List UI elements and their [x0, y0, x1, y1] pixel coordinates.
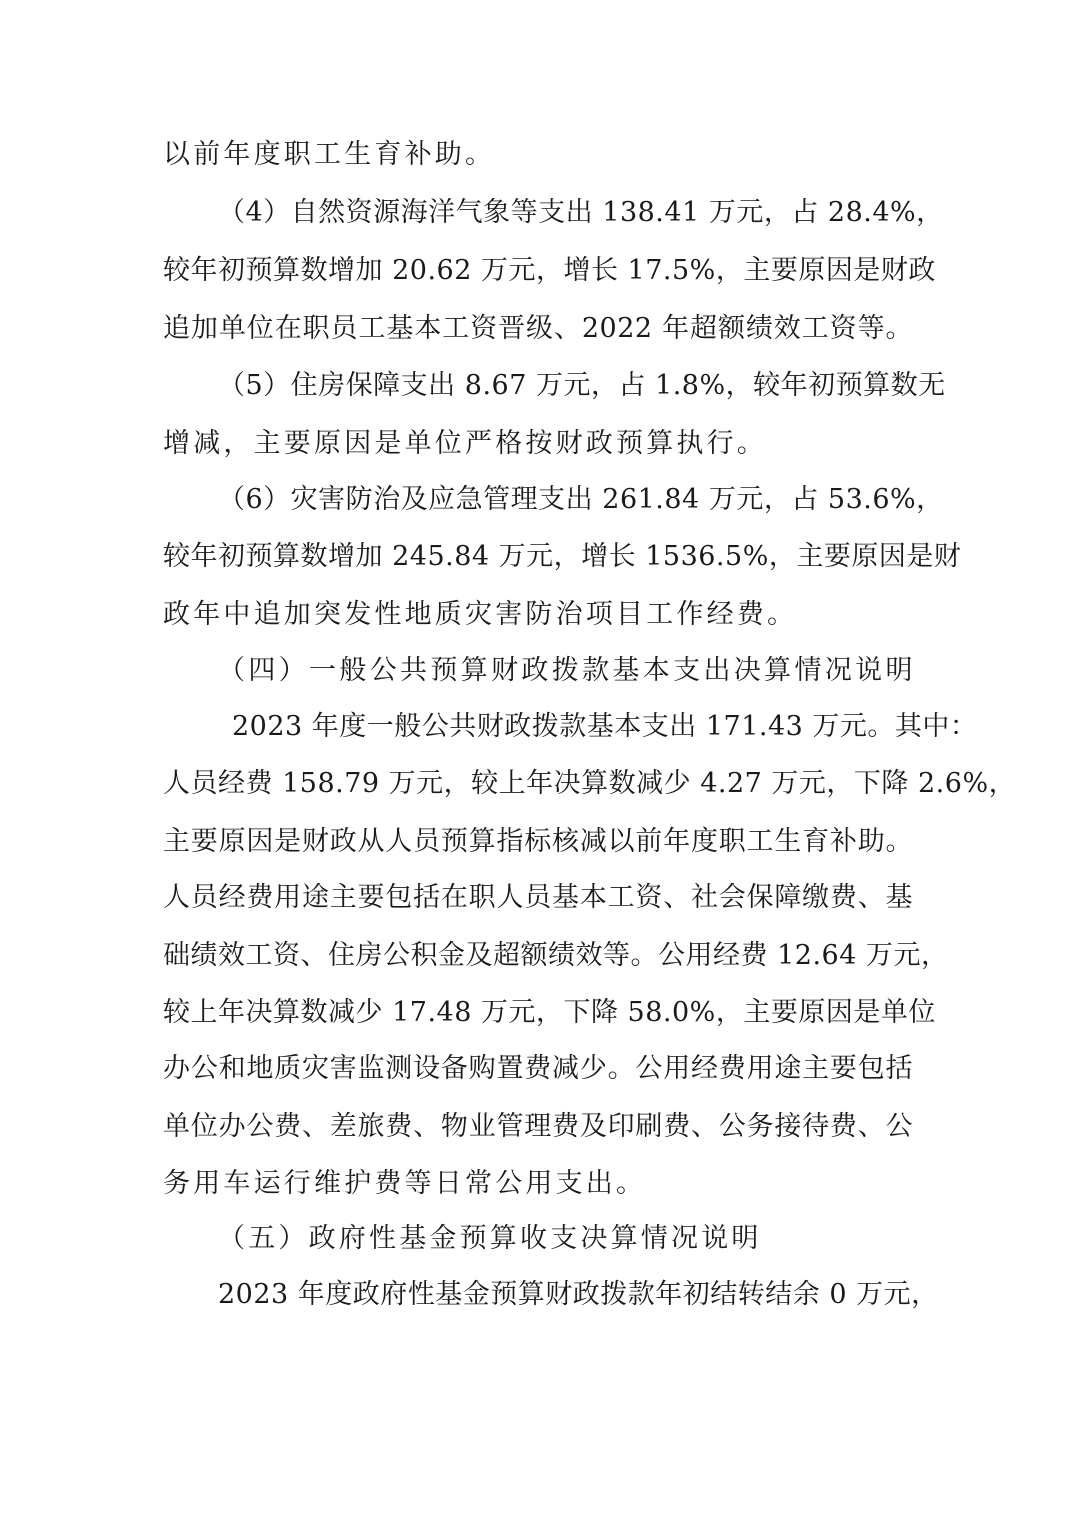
- text-line-21: 2023 年度政府性基金预算财政拨款年初结转结余 0 万元，: [218, 1279, 939, 1310]
- text-line-6: 增减，主要原因是单位严格按财政预算执行。: [163, 428, 767, 459]
- text-line-8: 较年初预算数增加 245.84 万元，增长 1536.5%，主要原因是财: [163, 541, 962, 572]
- text-line-2: （4）自然资源海洋气象等支出 138.41 万元，占 28.4%，: [218, 197, 944, 228]
- text-line-11: 2023 年度一般公共财政拨款基本支出 171.43 万元。其中：: [232, 711, 978, 742]
- text-line-1: 以前年度职工生育补助。: [163, 139, 496, 170]
- text-line-18: 单位办公费、差旅费、物业管理费及印刷费、公务接待费、公: [163, 1111, 913, 1142]
- section-heading-5: （五）政府性基金预算收支决算情况说明: [218, 1223, 762, 1254]
- text-line-15: 础绩效工资、住房公积金及超额绩效等。公用经费 12.64 万元，: [163, 940, 949, 971]
- text-line-13: 主要原因是财政从人员预算指标核减以前年度职工生育补助。: [163, 826, 913, 857]
- text-line-3: 较年初预算数增加 20.62 万元，增长 17.5%，主要原因是财政: [163, 255, 936, 286]
- text-line-5: （5）住房保障支出 8.67 万元，占 1.8%，较年初预算数无: [218, 370, 946, 401]
- text-line-12: 人员经费 158.79 万元，较上年决算数减少 4.27 万元，下降 2.6%，: [163, 768, 1017, 799]
- text-line-4: 追加单位在职员工基本工资晋级、2022 年超额绩效工资等。: [163, 313, 913, 344]
- section-heading-4: （四）一般公共预算财政拨款基本支出决算情况说明: [218, 655, 913, 686]
- text-line-14: 人员经费用途主要包括在职人员基本工资、社会保障缴费、基: [163, 882, 913, 913]
- text-line-9: 政年中追加突发性地质灾害防治项目工作经费。: [163, 599, 798, 630]
- text-line-19: 务用车运行维护费等日常公用支出。: [163, 1168, 647, 1199]
- text-line-7: （6）灾害防治及应急管理支出 261.84 万元，占 53.6%，: [218, 484, 944, 515]
- text-line-16: 较上年决算数减少 17.48 万元，下降 58.0%，主要原因是单位: [163, 997, 936, 1028]
- text-line-17: 办公和地质灾害监测设备购置费减少。公用经费用途主要包括: [163, 1053, 913, 1084]
